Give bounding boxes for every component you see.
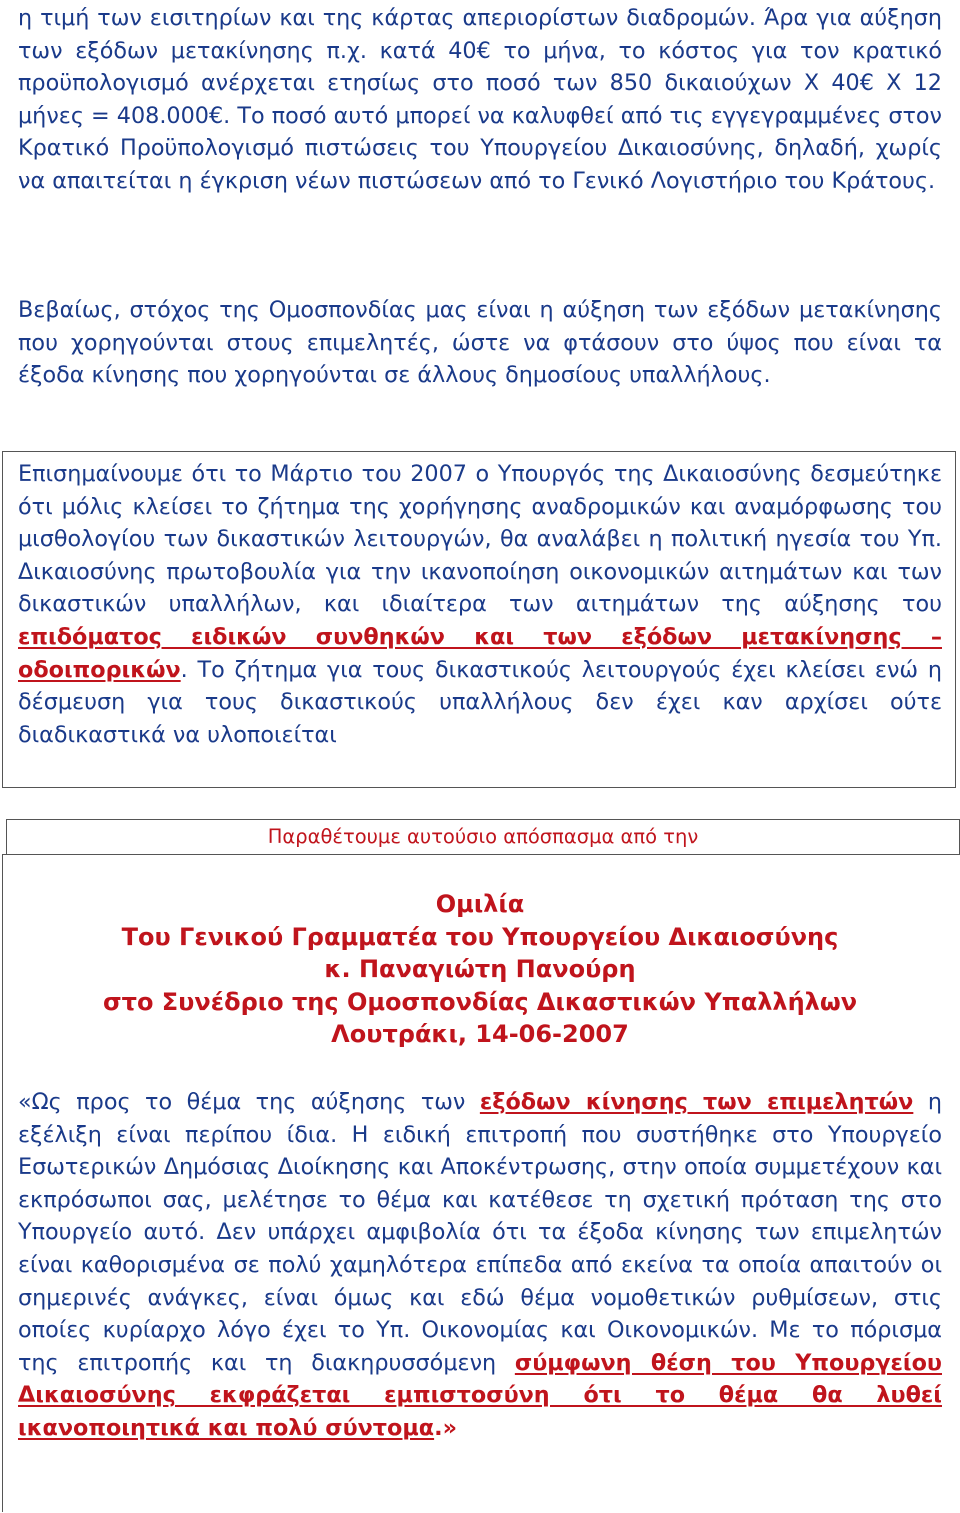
excerpt-caption: Παραθέτουμε αυτούσιο απόσπασμα από την bbox=[6, 819, 960, 855]
speech-title: Ομιλία bbox=[435, 890, 525, 918]
paragraph-cost-estimate bbox=[18, 2, 942, 198]
allowance-emphasis: επιδόματος ειδικών συνθηκών και των εξόδων μετακίνησης – οδοιπορικών bbox=[18, 623, 942, 683]
speech-quote bbox=[18, 1086, 942, 1445]
quote-emphasis-ministry-position: σύμφωνη θέση του Υπουργείου Δικαιοσύνης εκφράζεται εμπιστοσύνη ότι το θέμα θα λυθεί ικανοποιητικά και πολύ σύντομα bbox=[18, 1349, 942, 1441]
commitment-status-text: . Το ζήτημα για τους δικαστικούς λειτουργούς έχει κλείσει ενώ η δέσμευση για τους δικαστικούς υπαλλήλους δεν έχει καν αρχίσει ούτε διαδικαστικά να υλοποιείται bbox=[18, 656, 942, 748]
speech-place-date: Λουτράκι, 14-06-2007 bbox=[331, 1020, 629, 1049]
paragraph-minister-commitment bbox=[18, 458, 942, 751]
commitment-text: Επισημαίνουμε ότι το Μάρτιο του 2007 ο Υπουργός της Δικαιοσύνης δεσμεύτηκε ότι μόλις κλείσει το ζήτημα της χορήγησης αναδρομικών και αναμόρφωσης του μισθολογίου των δικαστικών λειτουργών, θα αναλάβει η πολιτική ηγεσία του Υπ. Δικαιοσύνης πρωτοβουλία για την ικανοποίηση οικονομικών αιτημάτων και των δικαστικών υπαλλήλων, και ιδιαίτερα των αιτημάτων της αύξησης του bbox=[18, 461, 942, 618]
speech-heading bbox=[0, 888, 960, 1051]
speaker-role: Του Γενικού Γραμματέα του Υπουργείου Δικαιοσύνης bbox=[121, 922, 839, 951]
speaker-name: κ. Παναγιώτη Πανούρη bbox=[324, 955, 636, 984]
funding-text: Το ποσό αυτό μπορεί να καλυφθεί από τις εγγεγραμμένες στον Κρατικό Προϋπολογισμό πιστώσεις του Υπουργείου Δικαιοσύνης, δηλαδή, χωρίς να απαιτείται η έγκριση νέων πιστώσεων από το Γενικό Λογιστήριο του Κράτους. bbox=[18, 102, 942, 194]
quote-emphasis-travel-expenses: εξόδων κίνησης των επιμελητών bbox=[479, 1089, 914, 1115]
speech-event: στο Συνέδριο της Ομοσπονδίας Δικαστικών Υπαλλήλων bbox=[102, 987, 858, 1016]
paragraph-federation-goal bbox=[18, 294, 942, 392]
quote-intro: «Ως προς το θέμα της αύξησης των bbox=[18, 1089, 480, 1115]
federation-goal-text: Βεβαίως, στόχος της Ομοσπονδίας μας είναι η αύξηση των εξόδων μετακίνησης που χορηγούνται στους επιμελητές, ώστε να φτάσουν στο ύψος που είναι τα έξοδα κίνησης που χορηγούνται σε άλλους δημοσίους υπαλλήλους. bbox=[18, 297, 942, 389]
cost-estimate-text: η τιμή των εισιτηρίων και της κάρτας απεριορίστων διαδρομών. Άρα για αύξηση των εξόδων μετακίνησης π.χ. κατά 40€ το μήνα, το κόστος για τον κρατικό προϋπολογισμό ανέρχεται ετησίως στο ποσό των 850 δικαιούχων Χ 40€ Χ 12 μήνες = 408.000€. bbox=[18, 5, 942, 129]
quote-body: η εξέλιξη είναι περίπου ίδια. Η ειδική επιτροπή που συστήθηκε στο Υπουργείο Εσωτερικών Δημόσιας Διοίκησης και Αποκέντρωσης, στην οποία συμμετέχουν και εκπρόσωποι σας, μελέτησε το θέμα και κατέθεσε τη σχετική πρόταση της στο Υπουργείο αυτό. Δεν υπάρχει αμφιβολία ότι τα έξοδα κίνησης των επιμελητών είναι καθορισμένα σε πολύ χαμηλότερα επίπεδα από εκείνα τα οποία απαιτούν οι σημερινές ανάγκες, είναι όμως και εδώ θέμα νομοθετικών ρυθμίσεων, στις οποίες κυρίαρχο λόγο έχει το Υπ. Οικονομίας και Οικονομικών. Με το πόρισμα της επιτροπής και τη διακηρυσσόμενη bbox=[18, 1089, 942, 1376]
quote-closing: .» bbox=[434, 1414, 457, 1441]
